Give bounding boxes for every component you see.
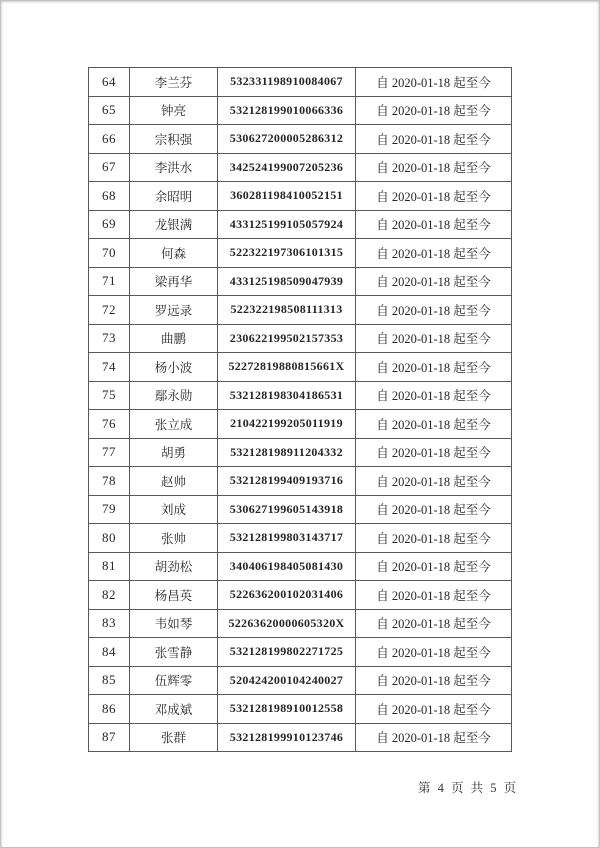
name-cell: 伍辉零 (130, 666, 218, 695)
id-number-cell: 433125199105057924 (218, 210, 356, 239)
name-cell: 杨昌英 (130, 581, 218, 610)
id-number-cell: 532128198911204332 (218, 438, 356, 467)
id-number-cell: 532128199802271725 (218, 638, 356, 667)
row-number-cell: 83 (89, 609, 130, 638)
period-cell: 自 2020-01-18 起至今 (356, 296, 512, 325)
row-number-cell: 79 (89, 495, 130, 524)
name-cell: 梁再华 (130, 267, 218, 296)
period-cell: 自 2020-01-18 起至今 (356, 438, 512, 467)
row-number-cell: 71 (89, 267, 130, 296)
period-cell: 自 2020-01-18 起至今 (356, 125, 512, 154)
id-number-cell: 360281198410052151 (218, 182, 356, 211)
name-cell: 罗远录 (130, 296, 218, 325)
id-number-cell: 522322197306101315 (218, 239, 356, 268)
row-number-cell: 81 (89, 552, 130, 581)
id-number-cell: 530627199605143918 (218, 495, 356, 524)
period-cell: 自 2020-01-18 起至今 (356, 267, 512, 296)
table-row (89, 666, 512, 695)
table-row (89, 210, 512, 239)
row-number-cell: 76 (89, 410, 130, 439)
name-cell: 何森 (130, 239, 218, 268)
row-number-cell: 82 (89, 581, 130, 610)
name-cell: 龙银满 (130, 210, 218, 239)
name-cell: 胡劲松 (130, 552, 218, 581)
id-number-cell: 532128198910012558 (218, 695, 356, 724)
table-row (89, 296, 512, 325)
period-cell: 自 2020-01-18 起至今 (356, 381, 512, 410)
id-number-cell: 230622199502157353 (218, 324, 356, 353)
table-row (89, 495, 512, 524)
id-number-cell: 530627200005286312 (218, 125, 356, 154)
period-cell: 自 2020-01-18 起至今 (356, 153, 512, 182)
name-cell: 余昭明 (130, 182, 218, 211)
row-number-cell: 65 (89, 96, 130, 125)
id-number-cell: 532128198304186531 (218, 381, 356, 410)
period-cell: 自 2020-01-18 起至今 (356, 96, 512, 125)
period-cell: 自 2020-01-18 起至今 (356, 524, 512, 553)
row-number-cell: 64 (89, 68, 130, 97)
id-number-cell: 522322198508111313 (218, 296, 356, 325)
row-number-cell: 74 (89, 353, 130, 382)
period-cell: 自 2020-01-18 起至今 (356, 609, 512, 638)
id-number-cell: 532128199910123746 (218, 723, 356, 752)
row-number-cell: 72 (89, 296, 130, 325)
period-cell: 自 2020-01-18 起至今 (356, 666, 512, 695)
table-row (89, 524, 512, 553)
roster-table-body (89, 68, 512, 752)
table-row (89, 96, 512, 125)
table-row (89, 153, 512, 182)
table-row (89, 410, 512, 439)
id-number-cell: 520424200104240027 (218, 666, 356, 695)
table-row (89, 239, 512, 268)
table-row (89, 267, 512, 296)
row-number-cell: 87 (89, 723, 130, 752)
period-cell: 自 2020-01-18 起至今 (356, 210, 512, 239)
id-number-cell: 532331198910084067 (218, 68, 356, 97)
id-number-cell: 532128199409193716 (218, 467, 356, 496)
period-cell: 自 2020-01-18 起至今 (356, 638, 512, 667)
name-cell: 韦如琴 (130, 609, 218, 638)
table-row (89, 552, 512, 581)
table-row (89, 324, 512, 353)
id-number-cell: 532128199803143717 (218, 524, 356, 553)
table-row (89, 581, 512, 610)
row-number-cell: 77 (89, 438, 130, 467)
row-number-cell: 84 (89, 638, 130, 667)
row-number-cell: 75 (89, 381, 130, 410)
id-number-cell: 522636200102031406 (218, 581, 356, 610)
name-cell: 张帅 (130, 524, 218, 553)
table-row (89, 68, 512, 97)
name-cell: 钟亮 (130, 96, 218, 125)
period-cell: 自 2020-01-18 起至今 (356, 552, 512, 581)
period-cell: 自 2020-01-18 起至今 (356, 353, 512, 382)
table-row (89, 723, 512, 752)
table-row (89, 609, 512, 638)
name-cell: 宗积强 (130, 125, 218, 154)
name-cell: 刘成 (130, 495, 218, 524)
row-number-cell: 68 (89, 182, 130, 211)
period-cell: 自 2020-01-18 起至今 (356, 495, 512, 524)
table-row (89, 467, 512, 496)
id-number-cell: 52263620000605320X (218, 609, 356, 638)
row-number-cell: 85 (89, 666, 130, 695)
name-cell: 张立成 (130, 410, 218, 439)
period-cell: 自 2020-01-18 起至今 (356, 581, 512, 610)
id-number-cell: 340406198405081430 (218, 552, 356, 581)
table-row (89, 438, 512, 467)
period-cell: 自 2020-01-18 起至今 (356, 324, 512, 353)
period-cell: 自 2020-01-18 起至今 (356, 239, 512, 268)
name-cell: 李兰芬 (130, 68, 218, 97)
id-number-cell: 433125198509047939 (218, 267, 356, 296)
page-footer: 第 4 页 共 5 页 (418, 781, 519, 795)
period-cell: 自 2020-01-18 起至今 (356, 723, 512, 752)
name-cell: 杨小波 (130, 353, 218, 382)
name-cell: 邓成斌 (130, 695, 218, 724)
name-cell: 鄢永勋 (130, 381, 218, 410)
table-row (89, 381, 512, 410)
id-number-cell: 210422199205011919 (218, 410, 356, 439)
row-number-cell: 73 (89, 324, 130, 353)
name-cell: 赵帅 (130, 467, 218, 496)
row-number-cell: 80 (89, 524, 130, 553)
row-number-cell: 66 (89, 125, 130, 154)
name-cell: 张雪静 (130, 638, 218, 667)
table-row (89, 353, 512, 382)
row-number-cell: 69 (89, 210, 130, 239)
roster-table (88, 67, 512, 752)
id-number-cell: 52272819880815661X (218, 353, 356, 382)
table-row (89, 638, 512, 667)
period-cell: 自 2020-01-18 起至今 (356, 182, 512, 211)
id-number-cell: 342524199007205236 (218, 153, 356, 182)
period-cell: 自 2020-01-18 起至今 (356, 68, 512, 97)
row-number-cell: 70 (89, 239, 130, 268)
id-number-cell: 532128199010066336 (218, 96, 356, 125)
period-cell: 自 2020-01-18 起至今 (356, 467, 512, 496)
period-cell: 自 2020-01-18 起至今 (356, 410, 512, 439)
period-cell: 自 2020-01-18 起至今 (356, 695, 512, 724)
row-number-cell: 86 (89, 695, 130, 724)
name-cell: 胡勇 (130, 438, 218, 467)
table-row (89, 182, 512, 211)
row-number-cell: 67 (89, 153, 130, 182)
name-cell: 张群 (130, 723, 218, 752)
row-number-cell: 78 (89, 467, 130, 496)
table-row (89, 695, 512, 724)
name-cell: 曲鹏 (130, 324, 218, 353)
name-cell: 李洪水 (130, 153, 218, 182)
table-row (89, 125, 512, 154)
